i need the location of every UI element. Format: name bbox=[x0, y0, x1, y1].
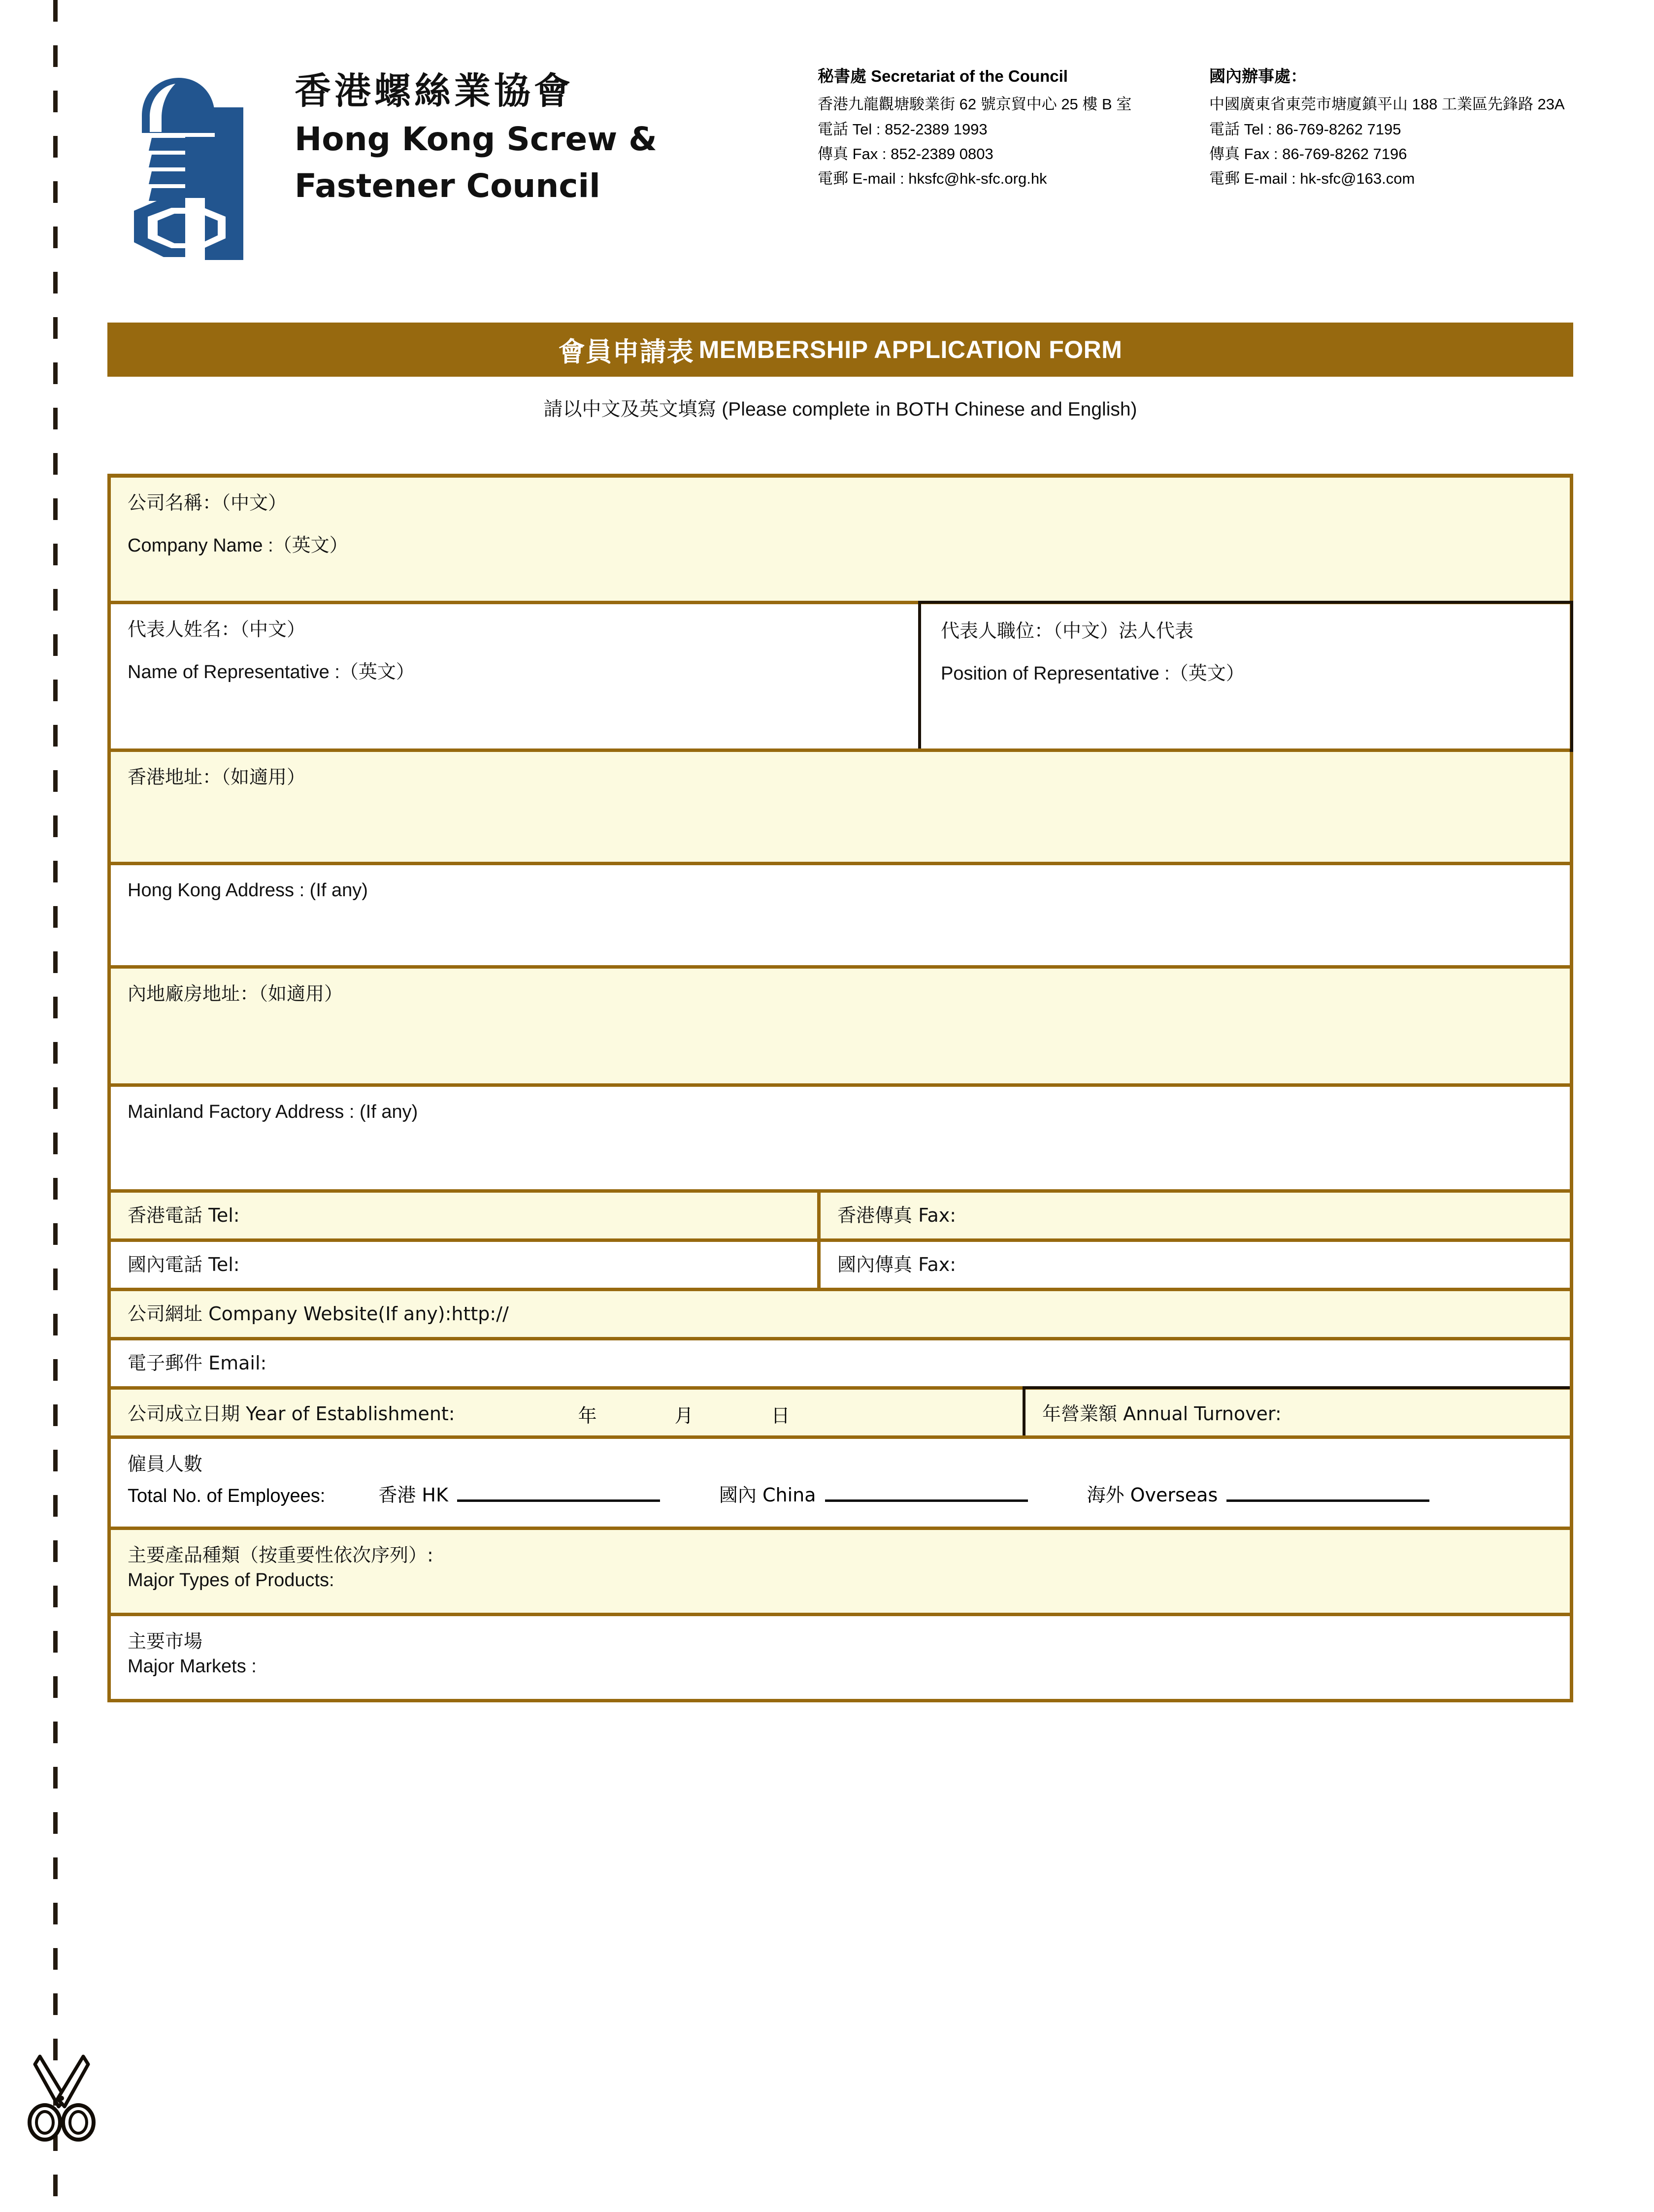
form-title-chinese: 會員申請表 bbox=[558, 336, 694, 367]
rep-position-label-en: Position of Representative :（英文） bbox=[941, 663, 1245, 684]
factory-address-label-en: Mainland Factory Address : (If any) bbox=[128, 1102, 418, 1122]
mainland-office-tel: 電話 Tel : 86-769-8262 7195 bbox=[1209, 120, 1401, 138]
screw-bolt-logo-icon bbox=[112, 69, 275, 266]
form-subtitle-english: (Please complete in BOTH Chinese and English) bbox=[722, 399, 1137, 420]
website-field[interactable] bbox=[111, 1291, 1570, 1337]
mainland-office-address: 中國廣東省東莞市塘廈鎮平山 188 工業區先鋒路 23A bbox=[1209, 96, 1565, 113]
form-title-banner bbox=[107, 323, 1573, 377]
annual-turnover-label: 年營業額 Annual Turnover: bbox=[1042, 1402, 1282, 1425]
website-label: 公司網址 Company Website(If any):http:// bbox=[128, 1303, 509, 1325]
secretariat-contact-block bbox=[818, 63, 1192, 191]
year-char: 年 bbox=[578, 1405, 597, 1427]
form-row-establishment-turnover bbox=[111, 1386, 1570, 1435]
establishment-date-field[interactable] bbox=[111, 1390, 1023, 1435]
application-form-table bbox=[107, 474, 1573, 1702]
factory-address-cn-field[interactable] bbox=[111, 969, 1570, 1083]
organization-logo-block bbox=[112, 59, 753, 271]
mainland-office-fax: 傳真 Fax : 86-769-8262 7196 bbox=[1209, 145, 1407, 163]
cn-fax-field[interactable] bbox=[817, 1242, 1570, 1288]
form-row-employees bbox=[111, 1435, 1570, 1527]
form-row-cn-tel-fax bbox=[111, 1238, 1570, 1288]
employees-hk-group[interactable] bbox=[378, 1480, 660, 1507]
mainland-office-contact-block bbox=[1209, 63, 1584, 191]
employees-overseas-label: 海外 Overseas bbox=[1087, 1484, 1218, 1506]
month-char: 月 bbox=[674, 1405, 694, 1427]
employees-field[interactable] bbox=[111, 1439, 1570, 1527]
cn-tel-field[interactable] bbox=[111, 1242, 817, 1288]
organization-name bbox=[295, 70, 748, 206]
form-title-english: MEMBERSHIP APPLICATION FORM bbox=[698, 336, 1123, 363]
form-row-factory-address-cn bbox=[111, 965, 1570, 1083]
cn-tel-label: 國內電話 Tel: bbox=[128, 1254, 240, 1276]
major-products-label-cn: 主要產品種類（按重要性依次序列）: bbox=[128, 1544, 433, 1566]
form-row-factory-address-en bbox=[111, 1083, 1570, 1189]
cn-fax-label: 國內傳真 Fax: bbox=[837, 1254, 957, 1276]
representative-position-field[interactable] bbox=[918, 601, 1573, 752]
major-markets-label-cn: 主要市場 bbox=[128, 1630, 203, 1652]
hk-fax-field[interactable] bbox=[817, 1193, 1570, 1238]
secretariat-fax: 傳真 Fax : 852-2389 0803 bbox=[818, 145, 993, 163]
factory-address-label-cn: 內地廠房地址：（如適用） bbox=[128, 983, 343, 1005]
email-label: 電子郵件 Email: bbox=[128, 1352, 267, 1374]
employees-total-label-group bbox=[128, 1486, 325, 1507]
day-char: 日 bbox=[771, 1405, 790, 1427]
form-row-hk-address-cn bbox=[111, 748, 1570, 862]
form-row-major-products bbox=[111, 1527, 1570, 1613]
employees-overseas-input-rule[interactable] bbox=[1226, 1499, 1429, 1502]
employees-overseas-group[interactable] bbox=[1087, 1480, 1430, 1507]
org-name-english-line2: Fastener Council bbox=[295, 166, 600, 205]
form-row-representative bbox=[111, 601, 1570, 748]
form-row-company-name bbox=[111, 478, 1570, 601]
org-name-english-line1: Hong Kong Screw & bbox=[295, 120, 657, 159]
establishment-label: 公司成立日期 Year of Establishment: bbox=[128, 1403, 455, 1425]
secretariat-tel: 電話 Tel : 852-2389 1993 bbox=[818, 120, 988, 138]
mainland-office-title: 國內辦事處： bbox=[1209, 67, 1307, 85]
form-row-website bbox=[111, 1288, 1570, 1337]
annual-turnover-field[interactable] bbox=[1023, 1386, 1570, 1435]
form-row-email bbox=[111, 1337, 1570, 1386]
employees-entry-line bbox=[128, 1480, 1553, 1507]
factory-address-en-field[interactable] bbox=[111, 1087, 1570, 1189]
hk-tel-label: 香港電話 Tel: bbox=[128, 1204, 240, 1227]
form-row-hk-address-en bbox=[111, 862, 1570, 965]
hk-address-label-en: Hong Kong Address : (If any) bbox=[128, 880, 368, 901]
company-name-label-en: Company Name :（英文） bbox=[128, 535, 348, 556]
form-row-major-markets bbox=[111, 1613, 1570, 1699]
secretariat-title: 秘書處 Secretariat of the Council bbox=[818, 67, 1068, 85]
page-header bbox=[0, 0, 1654, 305]
secretariat-email: 電郵 E-mail : hksfc@hk-sfc.org.hk bbox=[818, 170, 1047, 188]
secretariat-address: 香港九龍觀塘駿業街 62 號京貿中心 25 樓 B 室 bbox=[818, 96, 1132, 113]
hk-address-label-cn: 香港地址：（如適用） bbox=[128, 766, 306, 788]
major-products-field[interactable] bbox=[111, 1530, 1570, 1613]
rep-position-label-cn: 代表人職位：（中文）法人代表 bbox=[941, 620, 1194, 642]
perforated-cut-line bbox=[53, 0, 58, 2212]
mainland-office-email: 電郵 E-mail : hk-sfc@163.com bbox=[1209, 170, 1415, 188]
org-name-chinese: 香港螺絲業協會 bbox=[295, 70, 574, 112]
form-row-hk-tel-fax bbox=[111, 1189, 1570, 1238]
email-field[interactable] bbox=[111, 1340, 1570, 1386]
hk-address-en-field[interactable] bbox=[111, 865, 1570, 965]
major-markets-field[interactable] bbox=[111, 1616, 1570, 1699]
hk-address-cn-field[interactable] bbox=[111, 752, 1570, 862]
representative-name-field[interactable] bbox=[111, 604, 918, 748]
hk-tel-field[interactable] bbox=[111, 1193, 817, 1238]
employees-hk-input-rule[interactable] bbox=[457, 1499, 660, 1502]
major-products-label-en: Major Types of Products: bbox=[128, 1569, 334, 1591]
employees-label-en: Total No. of Employees: bbox=[128, 1485, 326, 1506]
employees-label-cn: 僱員人數 bbox=[128, 1453, 203, 1475]
form-subtitle bbox=[107, 394, 1573, 422]
rep-name-label-en: Name of Representative :（英文） bbox=[128, 661, 415, 683]
rep-name-label-cn: 代表人姓名：（中文） bbox=[128, 618, 306, 640]
employees-china-group[interactable] bbox=[719, 1480, 1028, 1507]
date-unit-markers bbox=[578, 1400, 868, 1428]
employees-china-label: 國內 China bbox=[719, 1484, 816, 1506]
scissors-icon bbox=[22, 2044, 101, 2142]
company-name-field[interactable] bbox=[111, 478, 1570, 601]
company-name-label-cn: 公司名稱：（中文） bbox=[128, 492, 287, 514]
form-subtitle-chinese: 請以中文及英文填寫 bbox=[543, 398, 717, 421]
major-markets-label-en: Major Markets : bbox=[128, 1656, 257, 1677]
hk-fax-label: 香港傳真 Fax: bbox=[837, 1204, 957, 1227]
employees-hk-label: 香港 HK bbox=[378, 1484, 448, 1506]
employees-china-input-rule[interactable] bbox=[825, 1499, 1028, 1502]
